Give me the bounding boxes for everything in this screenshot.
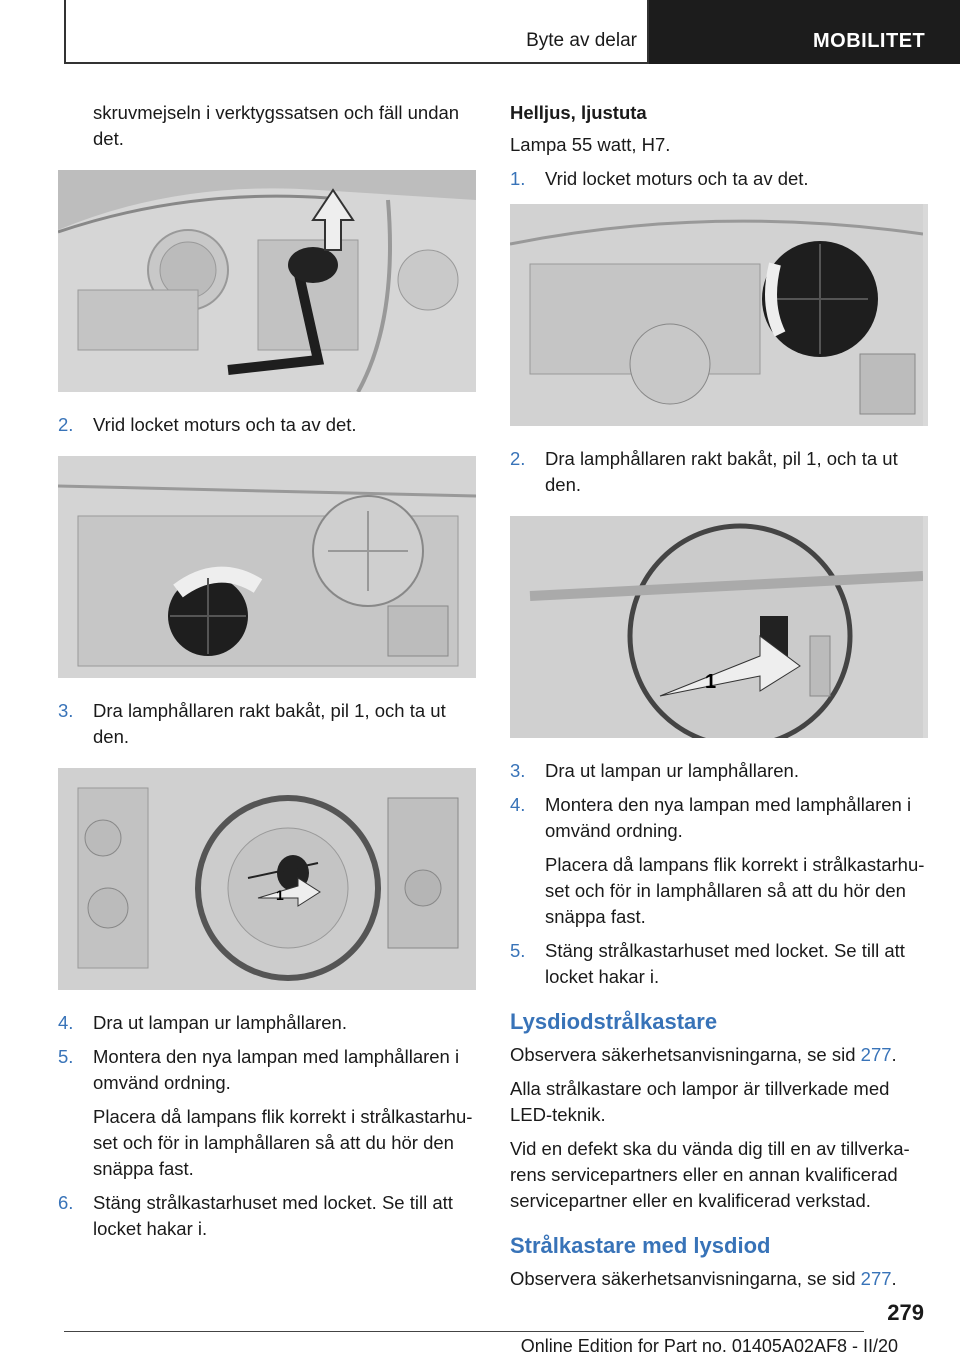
figure-turn-cover — [58, 456, 476, 678]
safety-note-text: Observera säkerhetsanvisningarna, se sid — [510, 1044, 861, 1065]
step-text: Stäng strålkastarhuset med locket. Se till att locket hakar i. — [545, 940, 905, 987]
step-extra-text: Placera då lampans flik korrekt i strålkastarhuset och för in lamphållaren så att du hör den snäppa fast. — [545, 854, 925, 927]
right-step-3 — [510, 758, 928, 784]
figure-arrow-label: 1 — [705, 671, 717, 693]
step-number: 1. — [510, 168, 526, 189]
chapter-tab[interactable] — [649, 0, 960, 64]
step-number: 3. — [58, 700, 74, 721]
figure-pull-holder — [58, 768, 476, 990]
step-number: 3. — [510, 760, 526, 781]
figure-high-beam-cover — [510, 204, 928, 426]
right-step-5 — [510, 938, 928, 990]
step-number: 5. — [510, 940, 526, 961]
step-number: 5. — [58, 1046, 74, 1067]
step-text: Dra ut lampan ur lamphållaren. — [545, 760, 799, 781]
figure-arrow-label: 1 — [276, 887, 284, 903]
intro-text: skruvmejseln i verktygssatsen och fäll undan det. — [93, 102, 460, 149]
left-step-5 — [58, 1044, 476, 1182]
chapter-title: MOBILITET — [813, 30, 926, 52]
lamp-spec: Lampa 55 watt, H7. — [510, 134, 671, 155]
step-text: Montera den nya lampan med lamphållaren i omvänd ordning. — [545, 794, 912, 841]
safety-note-suffix: . — [891, 1044, 897, 1065]
step-text: Dra ut lampan ur lamphållaren. — [93, 1012, 347, 1033]
step-text: Dra lamphållaren rakt bakåt, pil 1, och ta ut den. — [545, 448, 898, 495]
step-text: Vrid locket moturs och ta av det. — [93, 414, 357, 435]
step-number: 4. — [510, 794, 526, 815]
step-number: 2. — [510, 448, 526, 469]
left-step-4 — [58, 1010, 476, 1036]
right-column — [510, 100, 928, 1300]
step-number: 6. — [58, 1192, 74, 1213]
step-number: 2. — [58, 414, 74, 435]
left-column — [58, 100, 476, 1250]
heading-led-headlight: Strålkastare med lysdiod — [510, 1233, 771, 1258]
page-link-277[interactable]: 277 — [860, 1044, 892, 1065]
led-paragraph-2: Vid en defekt ska du vända dig till en av tillverkarens servicepartners eller en annan kvalificerad servicepartner eller en kvalificerad verkstad. — [510, 1138, 910, 1211]
left-step-2 — [58, 412, 476, 438]
figure-high-beam-holder — [510, 516, 928, 738]
heading-led-headlights: Lysdiodstrålkastare — [510, 1009, 718, 1034]
step-text: Vrid locket moturs och ta av det. — [545, 168, 809, 189]
step-text: Montera den nya lampan med lamphållaren i omvänd ordning. — [93, 1046, 460, 1093]
led-safety-note — [510, 1042, 928, 1068]
safety-note-suffix: . — [891, 1268, 897, 1289]
figure-washer-reservoir — [58, 170, 476, 392]
step-text: Stäng strålkastarhuset med locket. Se till att locket hakar i. — [93, 1192, 453, 1239]
footer-edition: Online Edition for Part no. 01405A02AF8 - II/20 — [520, 1336, 898, 1356]
led-paragraph-1: Alla strålkastare och lampor är tillverkade med LED-teknik. — [510, 1078, 890, 1125]
left-step-6 — [58, 1190, 476, 1242]
section-subheading: Helljus, ljustuta — [510, 102, 647, 123]
page-link-277[interactable]: 277 — [860, 1268, 892, 1289]
step-text: Dra lamphållaren rakt bakåt, pil 1, och ta ut den. — [93, 700, 446, 747]
right-step-2 — [510, 446, 928, 498]
right-step-1 — [510, 166, 928, 192]
footer-divider — [64, 1331, 864, 1332]
header-box — [64, 0, 649, 64]
safety-note-text: Observera säkerhetsanvisningarna, se sid — [510, 1268, 861, 1289]
left-step-3 — [58, 698, 476, 750]
led2-safety-note — [510, 1266, 928, 1292]
step-extra-text: Placera då lampans flik korrekt i strålkastarhuset och för in lamphållaren så att du hör den snäppa fast. — [93, 1106, 473, 1179]
right-step-4 — [510, 792, 928, 930]
header-section-title: Byte av delar — [526, 30, 637, 51]
page-number: 279 — [887, 1300, 924, 1325]
step-number: 4. — [58, 1012, 74, 1033]
